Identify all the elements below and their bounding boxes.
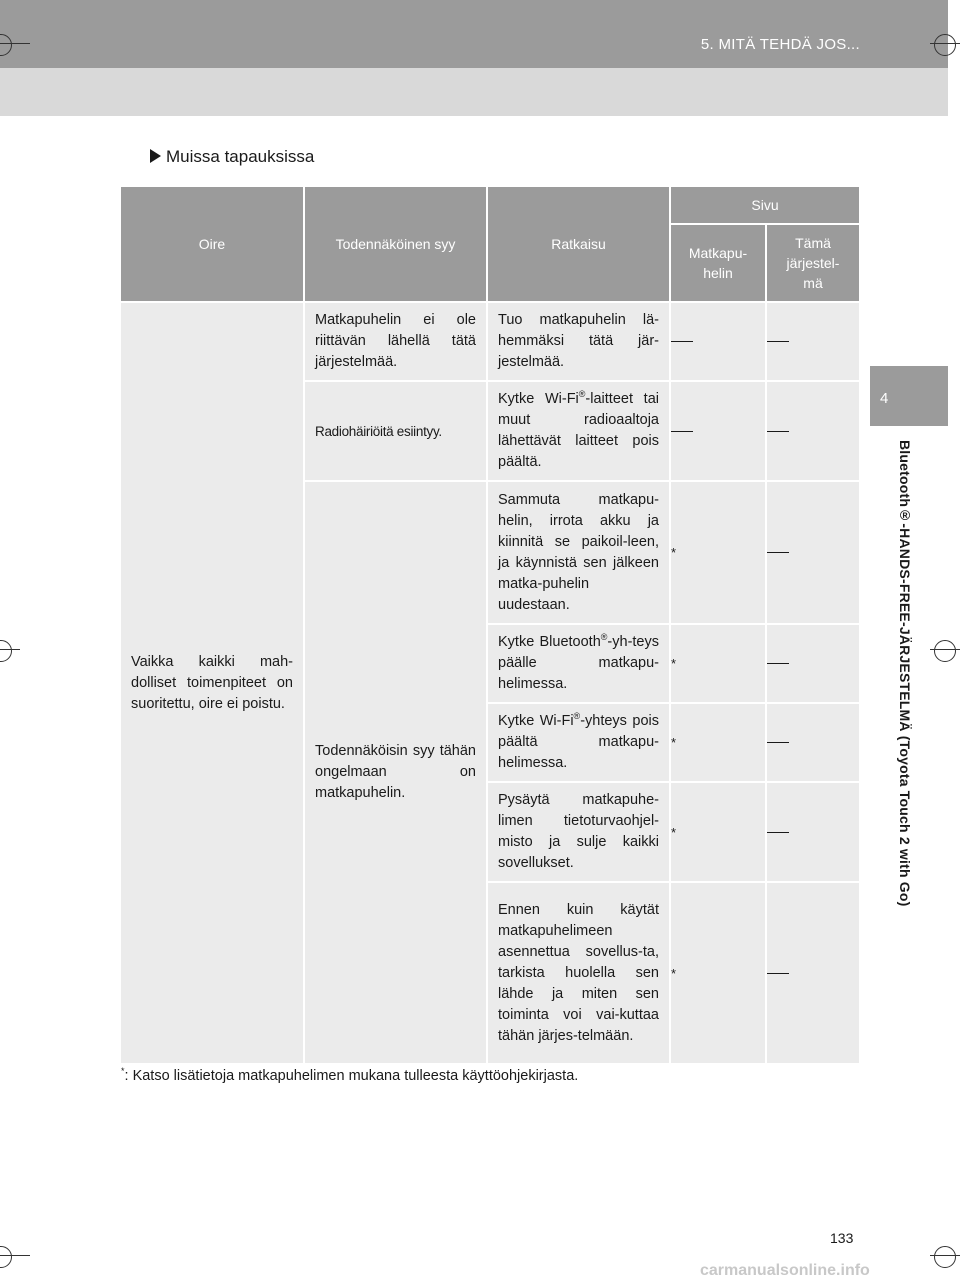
dash-icon — [767, 973, 789, 974]
system-page-cell — [766, 302, 860, 381]
dash-icon — [767, 341, 789, 342]
asterisk-icon: * — [671, 824, 677, 840]
crop-mark-icon — [0, 1246, 12, 1268]
header-page-phone: Matkapu- helin — [670, 224, 766, 302]
phone-page-cell — [670, 302, 766, 381]
dash-icon — [767, 663, 789, 664]
crop-mark-line — [0, 1255, 30, 1256]
asterisk-icon: * — [671, 656, 677, 671]
header-subband — [0, 68, 948, 116]
phone-page-cell — [670, 882, 766, 1064]
system-page-cell — [766, 624, 860, 703]
crop-mark-icon — [934, 34, 956, 56]
cause-cell: Matkapuhelin ei ole riittävän lähellä tätä järjestelmää. — [304, 302, 487, 381]
header-page-system: Tämä järjestel- mä — [766, 224, 860, 302]
asterisk-icon: * — [671, 965, 677, 981]
system-page-cell — [766, 381, 860, 481]
crop-mark-line — [0, 649, 20, 650]
dash-icon — [767, 552, 789, 553]
solution-cell: Tuo matkapuhelin lä-hemmäksi tätä jär-jestelmää. — [487, 302, 670, 381]
header-band — [0, 0, 948, 68]
header-symptom: Oire — [121, 187, 304, 302]
crop-mark-icon — [934, 640, 956, 662]
phone-page-cell — [670, 703, 766, 782]
phone-page-cell — [670, 381, 766, 481]
solution-cell: Ennen kuin käytät matkapuhelimeen asennettua sovellus-ta, tarkista huolella sen lähde ja miten sen toiminta voi vai-kuttaa tähän järjes-telmään. — [487, 882, 670, 1064]
footnote — [121, 1068, 578, 1084]
dash-icon — [671, 341, 693, 342]
solution-cell: Kytke Wi-Fi®-yhteys pois päältä matkapu-helimessa. — [487, 703, 670, 782]
header-page: Sivu — [670, 187, 860, 224]
crop-mark-line — [930, 43, 960, 44]
system-page-cell — [766, 882, 860, 1064]
system-page-cell — [766, 481, 860, 624]
crop-mark-line — [930, 649, 960, 650]
dash-icon — [671, 431, 693, 432]
cause-cell: Radiohäiriöitä esiintyy. — [304, 381, 487, 481]
footnote-marker: * — [121, 1066, 125, 1077]
system-page-cell — [766, 782, 860, 882]
side-tab-number: 4 — [880, 390, 889, 407]
watermark: carmanualsonline.info — [700, 1262, 870, 1279]
phone-page-cell — [670, 481, 766, 624]
symptom-cell: Vaikka kaikki mah-dolliset toimenpiteet on suoritettu, oire ei poistu. — [121, 302, 304, 1064]
dash-icon — [767, 832, 789, 833]
table-row — [121, 302, 860, 381]
footnote-text: : Katso lisätietoja matkapuhelimen mukana tulleesta käyttöohjekirjasta. — [124, 1068, 579, 1084]
troubleshooting-table — [121, 187, 861, 1065]
cause-cell: Todennäköisin syy tähän ongelmaan on matkapuhelin. — [304, 481, 487, 1064]
crop-mark-icon — [0, 640, 12, 662]
dash-icon — [767, 742, 789, 743]
section-heading — [150, 147, 314, 167]
asterisk-icon: * — [671, 735, 677, 750]
solution-cell: Sammuta matkapu-helin, irrota akku ja kiinnitä se paikoil-leen, ja käynnistä sen jälkeen matka-puhelin uudestaan. — [487, 481, 670, 624]
section-heading-text: Muissa tapauksissa — [166, 147, 315, 166]
crop-mark-icon — [934, 1246, 956, 1268]
solution-cell: Kytke Wi-Fi®-laitteet tai muut radioaaltoja lähettävät laitteet pois päältä. — [487, 381, 670, 481]
system-page-cell — [766, 703, 860, 782]
crop-mark-line — [930, 1255, 960, 1256]
dash-icon — [767, 431, 789, 432]
crop-mark-line — [0, 43, 30, 44]
solution-cell: Kytke Bluetooth®-yh-teys päälle matkapu-helimessa. — [487, 624, 670, 703]
solution-cell: Pysäytä matkapuhe-limen tietoturvaohjel-misto ja sulje kaikki sovellukset. — [487, 782, 670, 882]
phone-page-cell — [670, 624, 766, 703]
side-tab-text: Bluetooth®-HANDS-FREE-JÄRJESTELMÄ (Toyota Touch 2 with Go) — [897, 440, 913, 907]
chapter-title: 5. MITÄ TEHDÄ JOS... — [700, 36, 860, 53]
header-cause: Todennäköinen syy — [304, 187, 487, 302]
triangle-bullet-icon — [150, 149, 161, 163]
phone-page-cell — [670, 782, 766, 882]
header-solution: Ratkaisu — [487, 187, 670, 302]
page-number: 133 — [830, 1230, 854, 1246]
asterisk-icon: * — [671, 545, 677, 560]
